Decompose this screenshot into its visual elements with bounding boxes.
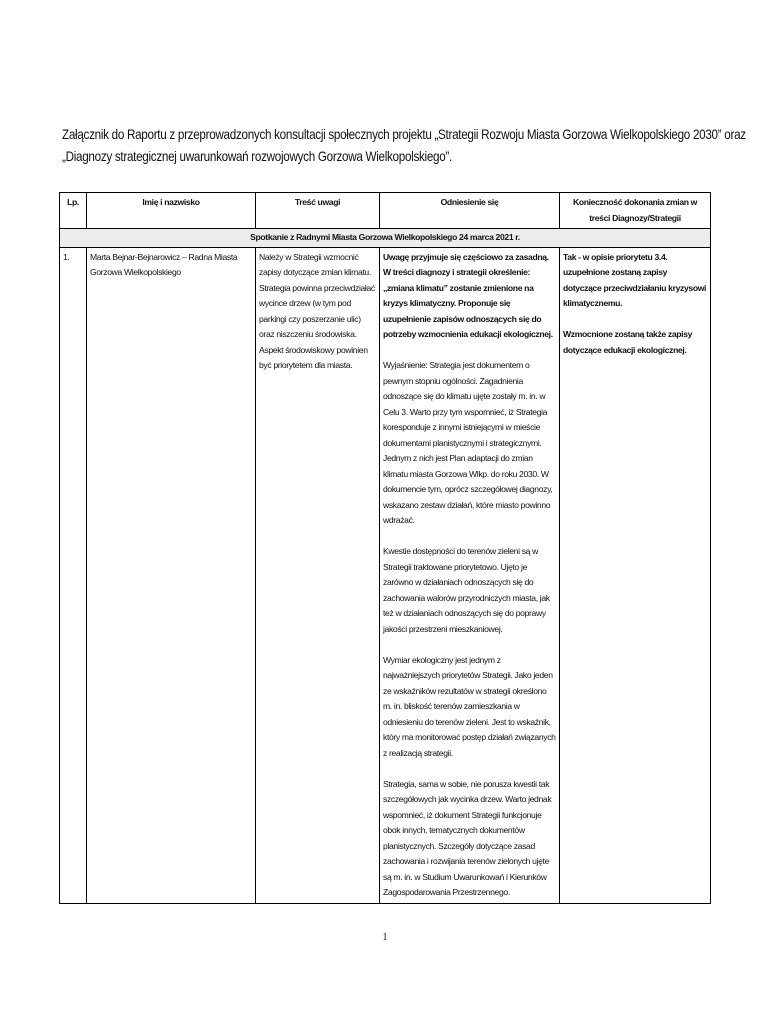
- response-paragraph: Strategia, sama w sobie, nie porusza kwestii tak szczegółowych jak wycinka drzew. Warto jednak wspomnieć, iż dokument Strategii funkcjonuje obok innych, tematycznych dokumentów planistycznych. Szczegóły dotyczące zasad zachowania i rozwijania terenów zielonych ujęte są m. in. w Studium Uwarunkowań i Kierunków Zagospodarowania Przestrzennego.: [383, 778, 552, 897]
- consultation-table: [59, 192, 711, 904]
- table-header-row: [60, 193, 711, 229]
- change-paragraph: Wzmocnione zostaną także zapisy dotyczące edukacji ekologicznej.: [563, 329, 693, 355]
- header-response: Odniesienie się: [380, 193, 560, 229]
- response-decision: Uwagę przyjmuje się częściowo za zasadną. W treści diagnozy i strategii określenie: „zmiana klimatu” zostanie zmienione na kryzys klimatyczny. Proponuje się uzupełnienie zapisów odnoszących się do potrzeby wzmocnienia edukacji ekologicznej.: [383, 251, 553, 339]
- header-change: Konieczność dokonania zmian w treści Diagnozy/Strategii: [560, 193, 711, 229]
- row-response: [380, 247, 560, 903]
- row-content: [256, 247, 380, 903]
- table-row: [60, 247, 711, 903]
- content-paragraph: Należy w Strategii wzmocnić zapisy dotyczące zmian klimatu.: [259, 251, 371, 277]
- header-lp: Lp.: [60, 193, 87, 229]
- response-paragraph: Wyjaśnienie: Strategia jest dokumentem o pewnym stopniu ogólności. Zagadnienia odnoszące się do klimatu ujęte zostały m. in. w Celu 3. Warto przy tym wspomnieć, iż Strategia koresponduje z innymi istniejącymi w mieście dokumentami planistycznymi i strategicznymi. Jednym z nich jest Plan adaptacji do zmian klimatu miasta Gorzowa Wlkp. do roku 2030. W dokumencie tym, oprócz szczegółowej diagnozy, wskazano zestaw działań, które miasto powinno wdrażać.: [383, 360, 553, 525]
- page-number: 1: [382, 932, 388, 943]
- change-paragraph: Tak - w opisie priorytetu 3.4. uzupełnione zostaną zapisy dotyczące przeciwdziałaniu kryzysowi klimatycznemu.: [563, 251, 707, 308]
- row-name: Marta Bejnar-Bejnarowicz – Radna Miasta Gorzowa Wielkopolskiego: [87, 247, 256, 903]
- response-paragraph: Wymiar ekologiczny jest jednym z najważniejszych priorytetów Strategii. Jako jeden ze wskaźników rezultatów w strategii określono m. in. bliskość terenów zamieszkania w odniesieniu do terenów zieleni. Jest to wskaźnik, który ma monitorować postęp działań związanych z realizacją strategii.: [383, 654, 556, 758]
- meeting-label: Spotkanie z Radnymi Miasta Gorzowa Wielkopolskiego 24 marca 2021 r.: [60, 229, 711, 248]
- row-change: [560, 247, 711, 903]
- title-line-1: Załącznik do Raportu z przeprowadzonych konsultacji społecznych projektu „Strategii Rozwoju Miasta Gorzowa Wielkopolskiego 2030” oraz: [62, 127, 746, 142]
- header-content: Treść uwagi: [256, 193, 380, 229]
- header-name: Imię i nazwisko: [87, 193, 256, 229]
- title-line-2: „Diagnozy strategicznej uwarunkowań rozwojowych Gorzowa Wielkopolskiego”.: [62, 149, 452, 164]
- content-paragraph: Strategia powinna przeciwdziałać wycince drzew (w tym pod parkingi czy poszerzanie ulic) oraz niszczeniu środowiska.: [259, 282, 375, 339]
- response-paragraph: Kwestie dostępności do terenów zieleni są w Strategii traktowane priorytetowo. Ujęto je zarówno w działaniach odnoszących się do zachowania walorów przyrodniczych miasta, jak też w działaniach odnoszących się do poprawy jakości przestrzeni mieszkaniowej.: [383, 546, 550, 634]
- meeting-row: [60, 229, 711, 248]
- document-title: [62, 124, 746, 168]
- content-paragraph: Aspekt środowiskowy powinien być priorytetem dla miasta.: [259, 344, 368, 370]
- row-lp: 1.: [60, 247, 87, 903]
